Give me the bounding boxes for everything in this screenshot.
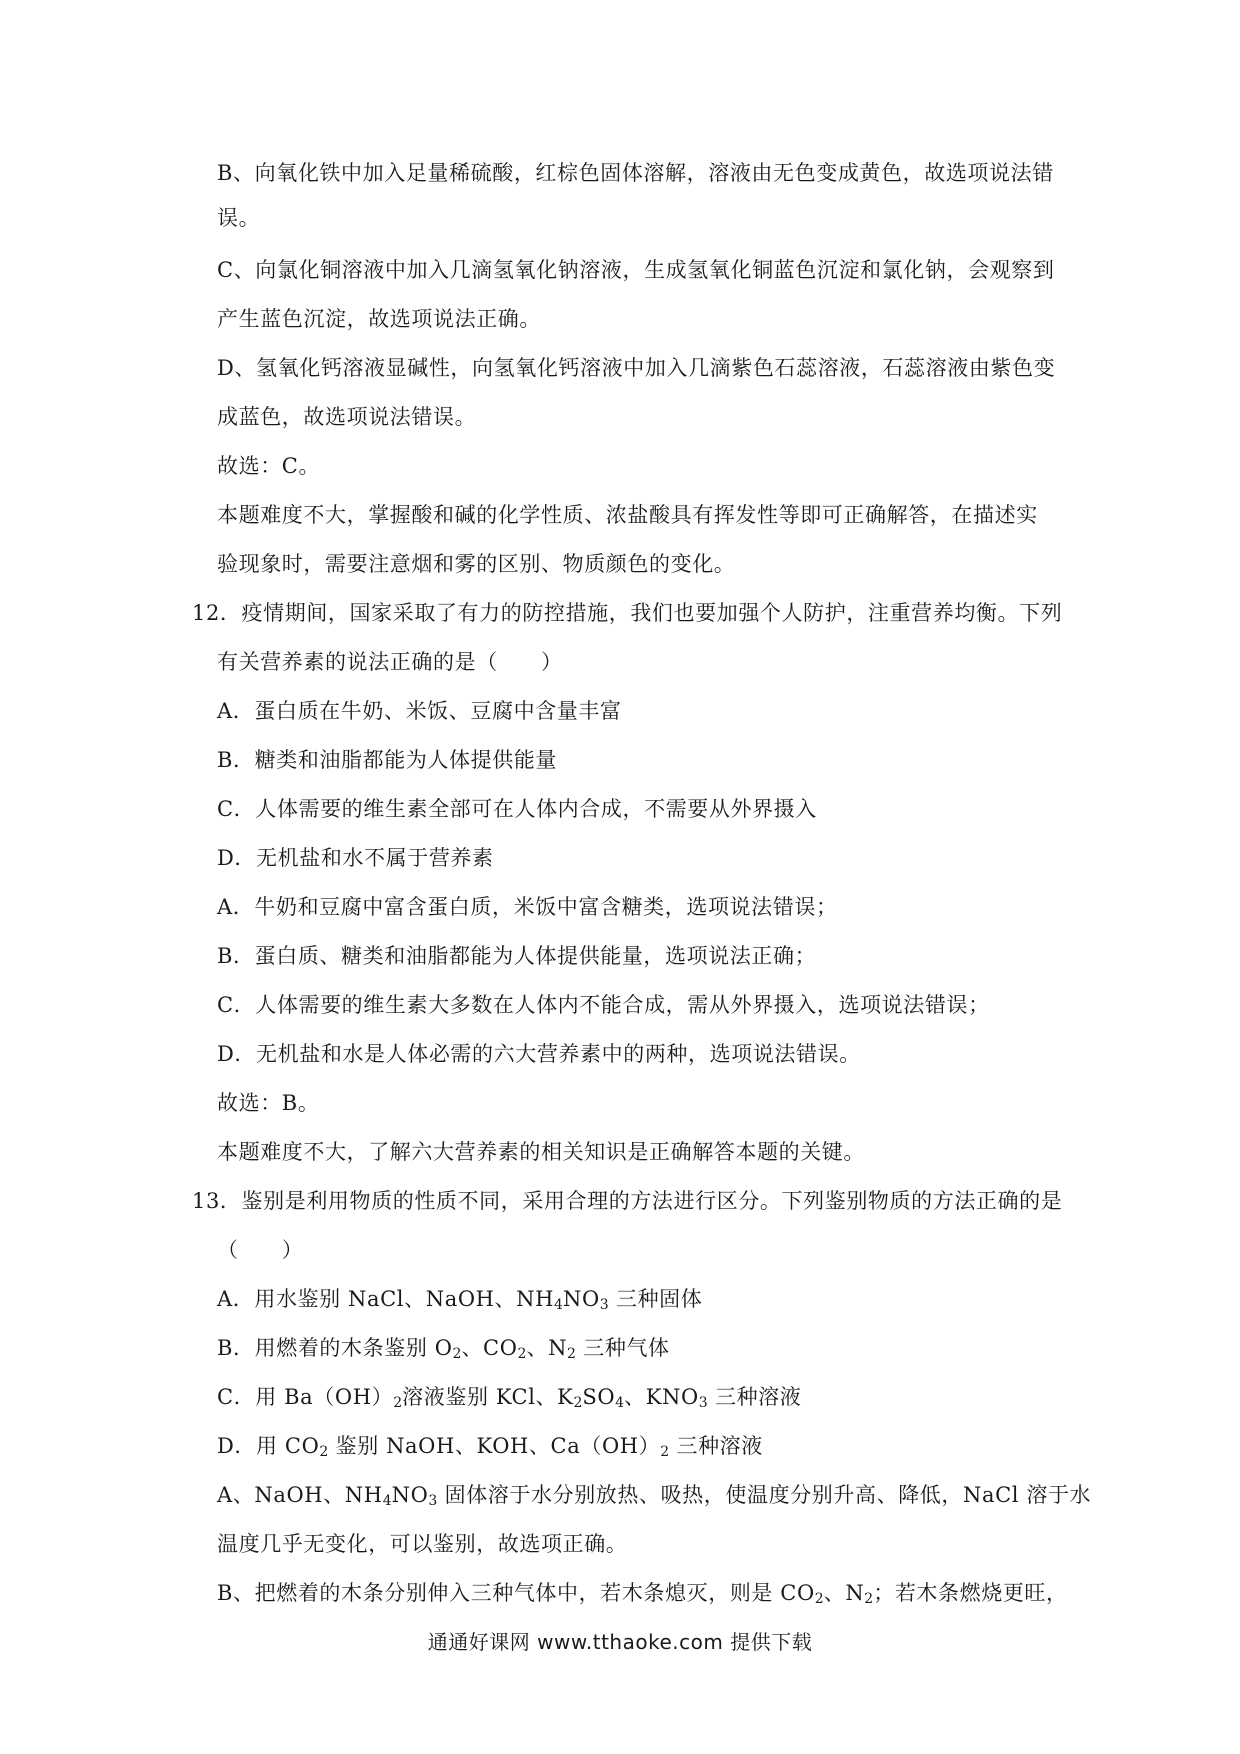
- question-13-option-c: C．用 $Ba(OH)_2$溶液鉴别 KCl、$K_2SO_4$、$KNO_3$ 三种溶液: [217, 1385, 802, 1411]
- question-12-option-a: A．蛋白质在牛奶、米饭、豆腐中含量丰富: [217, 699, 622, 723]
- text-line: 成蓝色，故选项说法错误。: [217, 405, 477, 429]
- comment-line: 本题难度不大，掌握酸和碱的化学性质、浓盐酸具有挥发性等即可正确解答，在描述实: [217, 503, 1038, 527]
- question-12-stem: 12．疫情期间，国家采取了有力的防控措施，我们也要加强个人防护，注重营养均衡。下列: [192, 601, 1063, 625]
- question-13-option-a: A．用水鉴别 NaCl、NaOH、$NH_4NO_3$ 三种固体: [217, 1287, 703, 1313]
- question-13-option-b: B．用燃着的木条鉴别 $O_2$、$CO_2$、$N_2$ 三种气体: [217, 1336, 670, 1362]
- analysis-line: D．无机盐和水是人体必需的六大营养素中的两种，选项说法错误。: [217, 1042, 861, 1066]
- analysis-line: B、把燃着的木条分别伸入三种气体中，若木条熄灭，则是 $CO_2$、$N_2$；若木条燃烧更旺，: [217, 1581, 1068, 1607]
- analysis-line: B．蛋白质、糖类和油脂都能为人体提供能量，选项说法正确；: [217, 944, 817, 968]
- analysis-line: A．牛奶和豆腐中富含蛋白质，米饭中富含糖类，选项说法错误；: [217, 895, 838, 919]
- question-12-option-d: D．无机盐和水不属于营养素: [217, 846, 494, 870]
- question-12-stem: 有关营养素的说法正确的是（ ）: [217, 650, 563, 674]
- answer-line: 故选：B。: [217, 1091, 320, 1115]
- comment-line: 本题难度不大，了解六大营养素的相关知识是正确解答本题的关键。: [217, 1140, 865, 1164]
- page-footer: 通通好课网 www.tthaoke.com 提供下载: [427, 1630, 813, 1654]
- text-line: C、向氯化铜溶液中加入几滴氢氧化钠溶液，生成氢氧化铜蓝色沉淀和氯化钠，会观察到: [217, 258, 1055, 282]
- question-12-option-b: B．糖类和油脂都能为人体提供能量: [217, 748, 558, 772]
- question-12-option-c: C．人体需要的维生素全部可在人体内合成，不需要从外界摄入: [217, 797, 817, 821]
- answer-line: 故选：C。: [217, 454, 321, 478]
- question-13-option-d: D．用 $CO_2$ 鉴别 NaOH、KOH、$Ca(OH)_2$ 三种溶液: [217, 1434, 763, 1460]
- text-line: 产生蓝色沉淀，故选项说法正确。: [217, 307, 541, 331]
- analysis-line: C．人体需要的维生素大多数在人体内不能合成，需从外界摄入，选项说法错误；: [217, 993, 990, 1017]
- question-13-stem: （ ）: [217, 1238, 304, 1262]
- question-13-stem: 13．鉴别是利用物质的性质不同，采用合理的方法进行区分。下列鉴别物质的方法正确的是: [192, 1189, 1063, 1213]
- comment-line: 验现象时，需要注意烟和雾的区别、物质颜色的变化。: [217, 552, 736, 576]
- analysis-line: 温度几乎无变化，可以鉴别，故选项正确。: [217, 1532, 628, 1556]
- text-line: 误。: [217, 206, 261, 230]
- text-line: D、氢氧化钙溶液显碱性，向氢氧化钙溶液中加入几滴紫色石蕊溶液，石蕊溶液由紫色变: [217, 356, 1056, 380]
- text-line: B、向氧化铁中加入足量稀硫酸，红棕色固体溶解，溶液由无色变成黄色，故选项说法错: [217, 161, 1054, 185]
- analysis-line: A、NaOH、$NH_4NO_3$ 固体溶于水分别放热、吸热，使温度分别升高、降低，NaCl 溶于水: [217, 1483, 1092, 1509]
